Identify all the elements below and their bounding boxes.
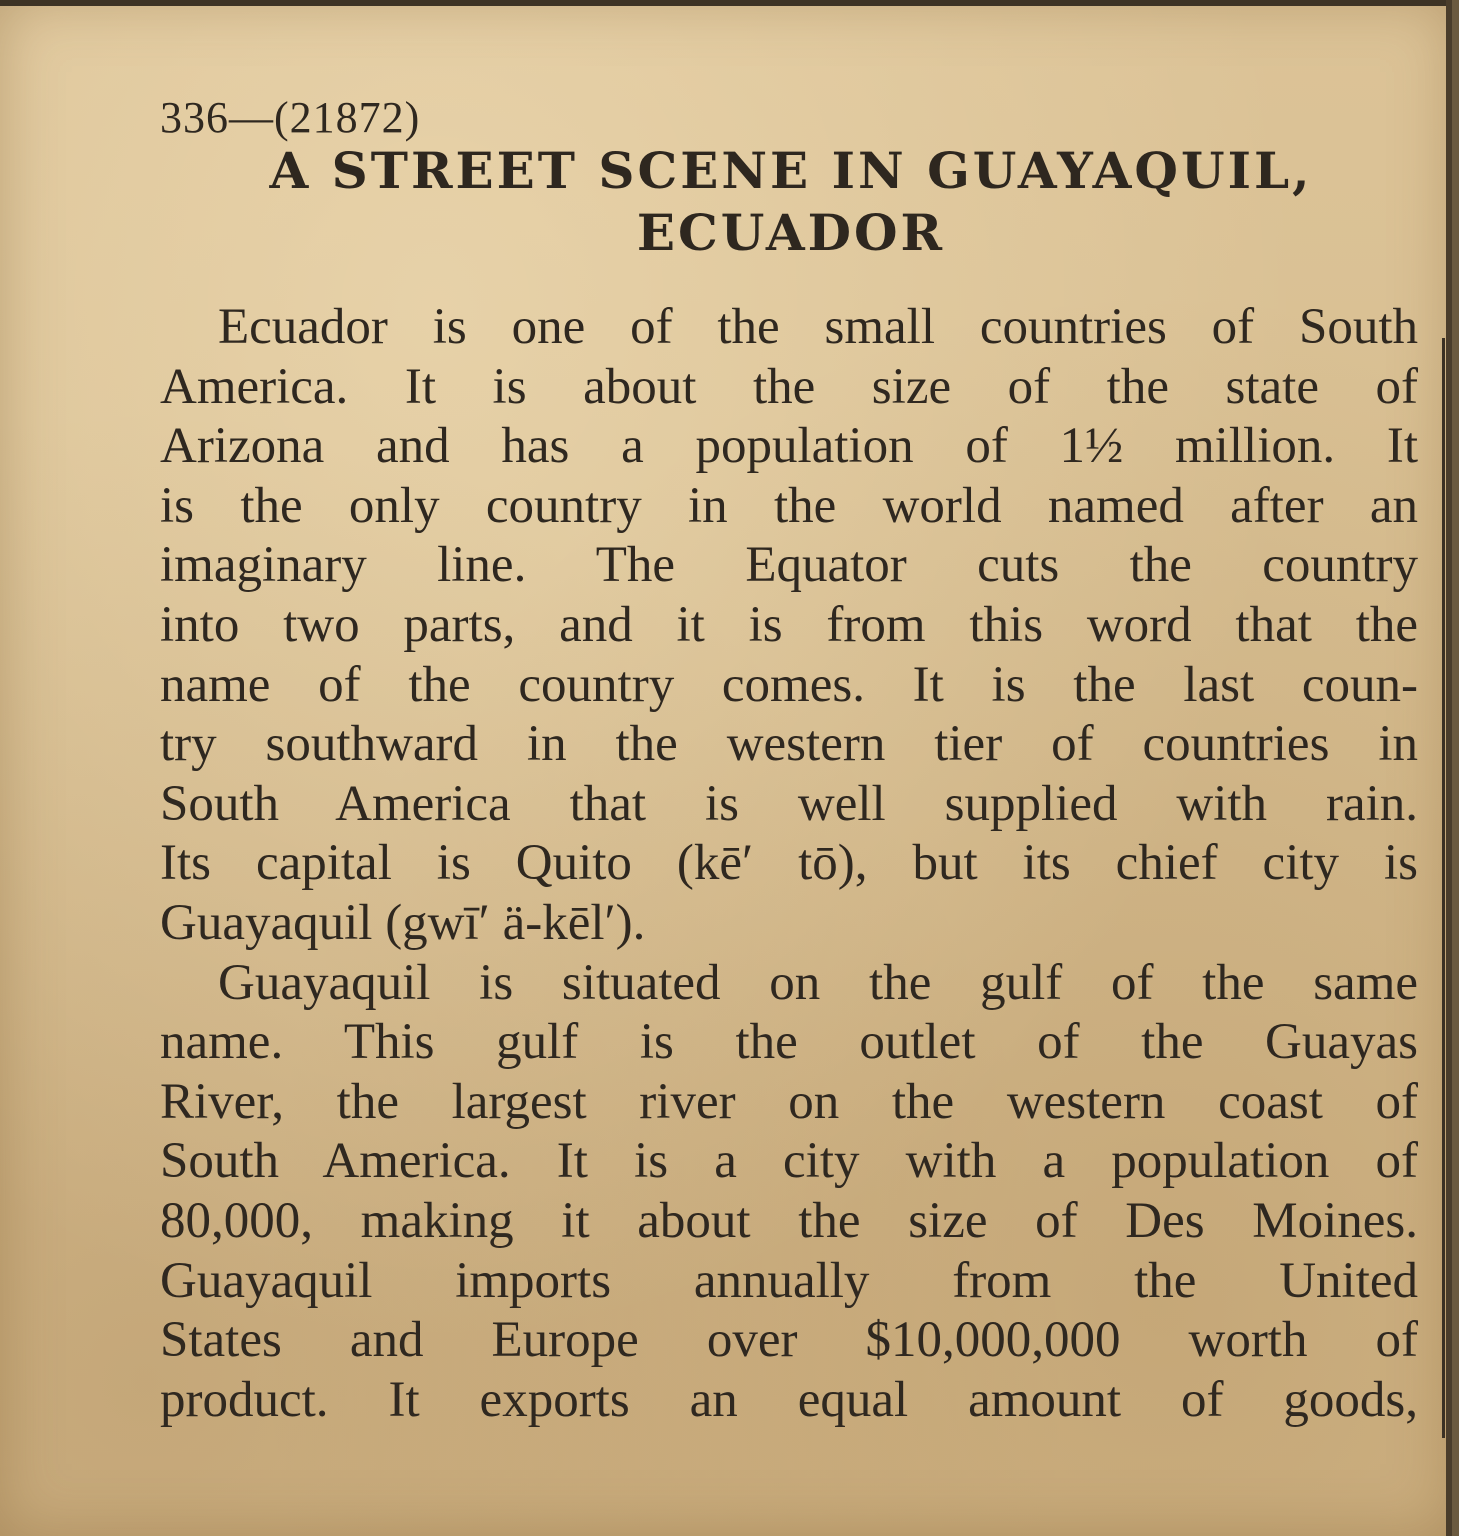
body-line: name. This gulf is the outlet of the Guayas bbox=[160, 1014, 1418, 1071]
body-line: name of the country comes. It is the last coun- bbox=[160, 656, 1418, 713]
body-line: try southward in the western tier of countries in bbox=[160, 716, 1418, 773]
body-line: States and Europe over $10,000,000 worth of bbox=[160, 1312, 1418, 1369]
body-line: Its capital is Quito (kē′ tō), but its chief city is bbox=[160, 835, 1418, 892]
catalog-number: 336—(21872) bbox=[160, 93, 421, 142]
body-line: America. It is about the size of the state of bbox=[160, 358, 1418, 415]
body-line: Guayaquil imports annually from the United bbox=[160, 1252, 1418, 1309]
body-line: 80,000, making it about the size of Des Moines. bbox=[160, 1192, 1418, 1249]
title-line: A STREET SCENE IN GUAYAQUIL, bbox=[269, 141, 1313, 200]
body-line: South America. It is a city with a population of bbox=[160, 1133, 1418, 1190]
card-top-edge bbox=[0, 0, 1452, 6]
body-line: Arizona and has a population of 1½ million. It bbox=[160, 418, 1418, 475]
body-line: is the only country in the world named after an bbox=[160, 477, 1418, 534]
body-line: River, the largest river on the western coast of bbox=[160, 1073, 1418, 1130]
body-line: Guayaquil is situated on the gulf of the same bbox=[218, 954, 1418, 1011]
body-line: Ecuador is one of the small countries of South bbox=[218, 299, 1418, 355]
body-line: South America that is well supplied with rain. bbox=[160, 775, 1418, 832]
card-right-edge bbox=[1446, 0, 1452, 1536]
body-line: imaginary line. The Equator cuts the country bbox=[160, 537, 1418, 594]
card-title bbox=[160, 140, 1422, 264]
body-line: into two parts, and it is from this word that the bbox=[160, 596, 1418, 653]
body-line: product. It exports an equal amount of goods, bbox=[160, 1371, 1418, 1428]
body-line: Guayaquil (gwī′ ä-kēl′). bbox=[160, 894, 646, 951]
title-line: ECUADOR bbox=[636, 203, 946, 262]
right-margin-rule bbox=[1442, 338, 1445, 1438]
body-text bbox=[160, 298, 1418, 1430]
